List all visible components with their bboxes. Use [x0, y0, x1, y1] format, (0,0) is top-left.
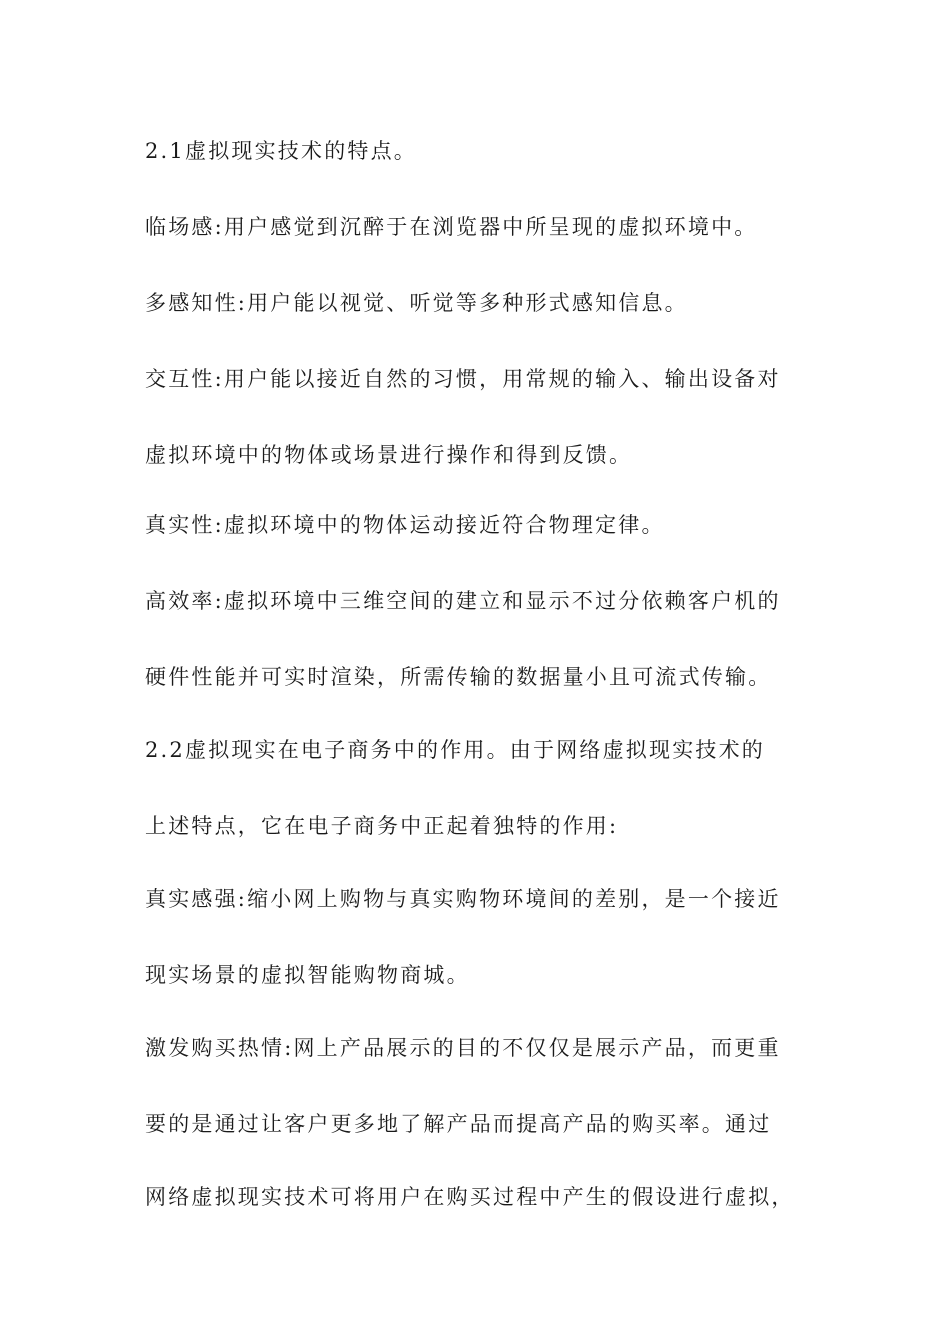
paragraph-line: 高效率:虚拟环境中三维空间的建立和显示不过分依赖客户机的 [145, 589, 781, 613]
paragraph-line: 上述特点，它在电子商务中正起着独特的作用: [145, 814, 619, 838]
paragraph-line: 交互性:用户能以接近自然的习惯，用常规的输入、输出设备对 [145, 367, 781, 391]
paragraph-line: 现实场景的虚拟智能购物商城。 [145, 963, 470, 987]
paragraph-line: 激发购买热情:网上产品展示的目的不仅仅是展示产品，而更重 [145, 1036, 781, 1060]
paragraph-line: 硬件性能并可实时渲染，所需传输的数据量小且可流式传输。 [145, 665, 772, 689]
paragraph-line: 虚拟环境中的物体或场景进行操作和得到反馈。 [145, 443, 633, 467]
section-heading-2-1: 2.1虚拟现实技术的特点。 [145, 139, 417, 163]
paragraph-line: 临场感:用户感觉到沉醉于在浏览器中所呈现的虚拟环境中。 [145, 215, 758, 239]
paragraph-line: 网络虚拟现实技术可将用户在购买过程中产生的假设进行虚拟， [145, 1185, 795, 1209]
paragraph-line: 真实感强:缩小网上购物与真实购物环境间的差别，是一个接近 [145, 887, 781, 911]
paragraph-line: 多感知性:用户能以视觉、听觉等多种形式感知信息。 [145, 291, 688, 315]
paragraph-line: 真实性:虚拟环境中的物体运动接近符合物理定律。 [145, 513, 665, 537]
paragraph-line: 要的是通过让客户更多地了解产品而提高产品的购买率。通过 [145, 1112, 772, 1136]
section-heading-2-2: 2.2虚拟现实在电子商务中的作用。由于网络虚拟现实技术的 [145, 738, 765, 762]
